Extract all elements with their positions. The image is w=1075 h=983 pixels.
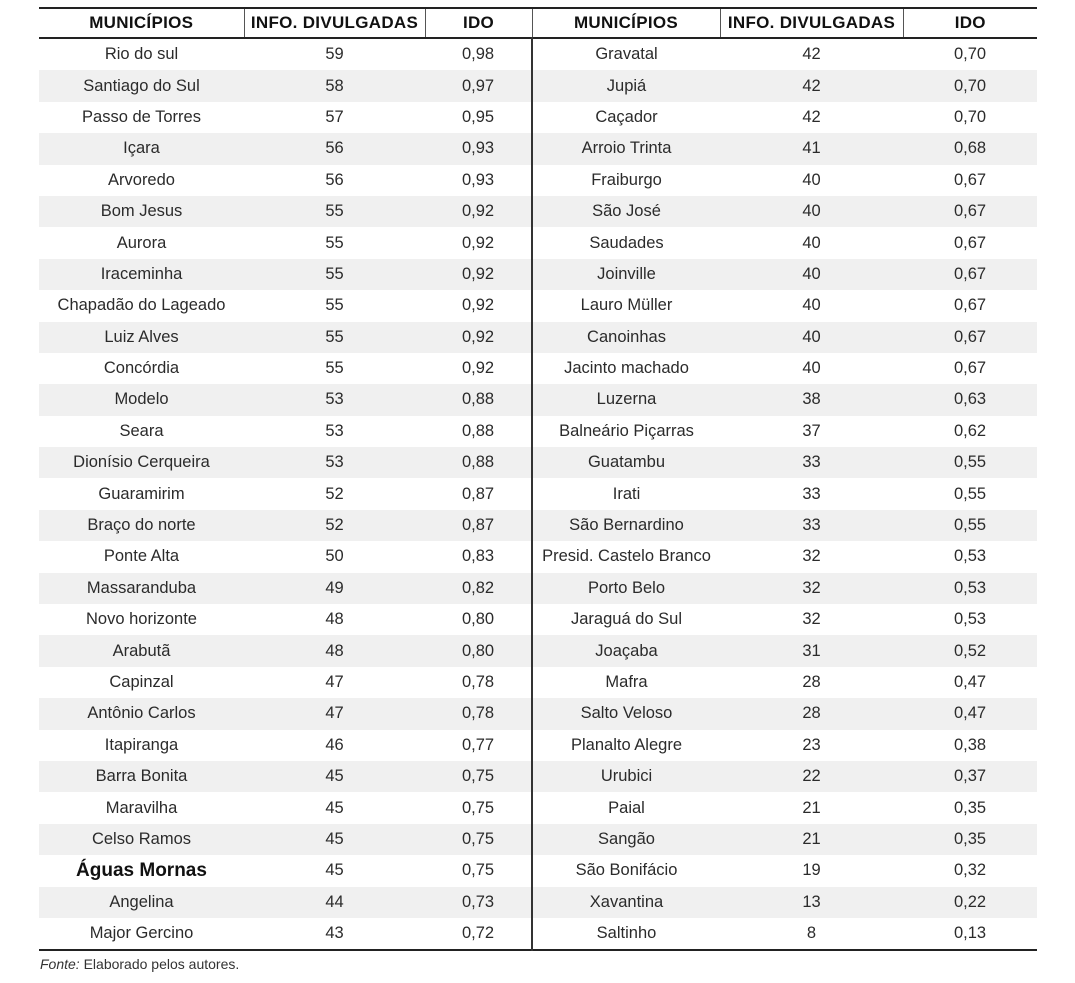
info-right-cell: 13: [720, 887, 903, 918]
municipio-left-cell: Chapadão do Lageado: [57, 296, 226, 315]
ido-left-cell: 0,72: [461, 924, 495, 943]
info-right-cell: 33: [802, 484, 821, 503]
table-row: [39, 855, 1037, 886]
table-row: [39, 38, 1037, 70]
ido-left-cell: 0,93: [461, 170, 495, 189]
table-row: [39, 887, 1037, 918]
info-left-cell: 55: [325, 233, 344, 252]
table-header: [39, 8, 1037, 38]
municipio-right-cell: Canoinhas: [532, 322, 720, 353]
info-left-cell: 55: [244, 259, 425, 290]
table-body: [39, 38, 1037, 950]
municipio-right-cell: São José: [532, 196, 720, 227]
source-text: Elaborado pelos autores.: [79, 956, 240, 972]
municipio-right-cell: Joaçaba: [532, 635, 720, 666]
municipio-left-cell: Aurora: [116, 233, 167, 252]
municipio-left-cell: Concórdia: [103, 359, 180, 378]
table-row: [39, 541, 1037, 572]
info-right-cell: 40: [720, 322, 903, 353]
municipio-right-cell: Salto Veloso: [532, 698, 720, 729]
info-right-cell: 33: [720, 447, 903, 478]
table-row: [39, 510, 1037, 541]
ido-left-cell: 0,92: [425, 196, 532, 227]
municipio-right-cell: Fraiburgo: [532, 165, 720, 196]
table-row: [39, 102, 1037, 133]
table-row: [39, 290, 1037, 321]
ido-left-cell: 0,88: [425, 447, 532, 478]
municipio-left-cell: Capinzal: [109, 673, 174, 691]
ido-left-cell: 0,75: [425, 761, 532, 792]
municipio-left-cell: Passo de Torres: [82, 107, 201, 126]
ido-right-cell: 0,37: [903, 761, 1037, 792]
municipio-left-cell: Luiz Alves: [39, 322, 244, 353]
ido-left-cell: 0,73: [425, 887, 532, 918]
info-left-cell: 44: [244, 887, 425, 918]
ido-right-cell: 0,47: [953, 673, 987, 691]
info-left-cell: 48: [325, 610, 344, 629]
info-left-cell: 52: [244, 510, 425, 541]
municipio-left-cell: Maravilha: [105, 798, 178, 817]
municipio-right-cell: Guatambu: [532, 447, 720, 478]
municipio-right-cell: Jacinto machado: [532, 353, 720, 384]
ido-right-cell: 0,53: [903, 573, 1037, 604]
info-right-cell: 23: [802, 735, 821, 754]
table-row: [39, 353, 1037, 384]
ido-right-cell: 0,62: [953, 421, 987, 440]
municipio-right-cell: Xavantina: [532, 887, 720, 918]
ido-left-cell: 0,97: [425, 70, 532, 101]
table-row: [39, 698, 1037, 729]
municipio-right-cell: São Bernardino: [532, 510, 720, 541]
info-left-cell: 53: [244, 384, 425, 415]
ido-left-cell: 0,75: [425, 824, 532, 855]
municipio-right-cell: Porto Belo: [532, 573, 720, 604]
ido-left-cell: 0,92: [461, 359, 495, 378]
table-row: [39, 227, 1037, 258]
table-row: [39, 824, 1037, 855]
info-right-cell: 42: [802, 107, 821, 126]
municipio-right-cell: Gravatal: [532, 38, 720, 70]
table-row: [39, 792, 1037, 823]
info-left-cell: 58: [244, 70, 425, 101]
source-note: [40, 956, 239, 972]
info-right-cell: 32: [720, 573, 903, 604]
info-right-cell: 28: [802, 673, 821, 691]
table-row: [39, 322, 1037, 353]
ido-right-cell: 0,52: [903, 635, 1037, 666]
info-right-cell: 19: [802, 861, 821, 880]
info-left-cell: 53: [325, 421, 344, 440]
municipio-left-cell: Barra Bonita: [39, 761, 244, 792]
info-left-cell: 45: [325, 798, 344, 817]
ido-right-cell: 0,32: [953, 861, 987, 880]
table-row: [39, 604, 1037, 635]
info-right-cell: 8: [806, 924, 817, 943]
table-row: [39, 730, 1037, 761]
info-right-cell: 40: [720, 259, 903, 290]
ido-right-cell: 0,67: [953, 359, 987, 378]
info-right-cell: 40: [802, 359, 821, 378]
ido-right-cell: 0,67: [953, 233, 987, 252]
info-right-cell: 38: [720, 384, 903, 415]
municipio-right-cell: Mafra: [532, 667, 720, 698]
municipio-left-cell: Santiago do Sul: [39, 70, 244, 101]
info-left-cell: 56: [244, 133, 425, 164]
municipio-right-cell: Urubici: [532, 761, 720, 792]
ido-left-cell: 0,87: [461, 484, 495, 503]
info-left-cell: 57: [325, 107, 344, 126]
info-left-cell: 55: [325, 359, 344, 378]
municipio-right-cell: Presid. Castelo Branco: [532, 541, 720, 572]
table-row: [39, 447, 1037, 478]
municipio-right-cell: Saudades: [532, 227, 720, 258]
info-right-cell: 31: [720, 635, 903, 666]
ido-left-cell: 0,77: [461, 735, 495, 754]
info-right-cell: 40: [802, 233, 821, 252]
header-info-divulgadas-left: INFO. DIVULGADAS: [244, 8, 425, 38]
ido-right-cell: 0,70: [953, 45, 987, 64]
ido-left-cell: 0,75: [461, 861, 495, 880]
info-left-cell: 52: [325, 484, 344, 503]
municipio-right-cell: Sangão: [532, 824, 720, 855]
source-label: Fonte:: [40, 956, 80, 972]
ido-right-cell: 0,55: [903, 447, 1037, 478]
municipio-left-cell: Rio do sul: [104, 45, 179, 64]
info-left-cell: 47: [244, 698, 425, 729]
municipio-right-cell: São Bonifácio: [532, 855, 720, 886]
info-right-cell: 40: [802, 170, 821, 189]
info-left-cell: 43: [325, 924, 344, 943]
municipalities-ido-table: [39, 7, 1037, 951]
municipio-right-cell: Irati: [532, 478, 720, 509]
header-municipios-right: MUNICÍPIOS: [532, 8, 720, 38]
ido-right-cell: 0,47: [903, 698, 1037, 729]
municipio-right-cell: Balneário Piçarras: [532, 416, 720, 447]
ido-right-cell: 0,35: [903, 824, 1037, 855]
ido-right-cell: 0,38: [953, 735, 987, 754]
table-row: [39, 478, 1037, 509]
info-right-cell: 33: [720, 510, 903, 541]
info-right-cell: 37: [802, 421, 821, 440]
municipio-left-cell: Dionísio Cerqueira: [39, 447, 244, 478]
ido-left-cell: 0,92: [461, 296, 495, 315]
ido-right-cell: 0,53: [953, 610, 987, 629]
info-left-cell: 46: [325, 735, 344, 754]
ido-right-cell: 0,67: [903, 322, 1037, 353]
header-municipios-left: MUNICÍPIOS: [89, 13, 194, 32]
header-info-divulgadas-right: INFO. DIVULGADAS: [720, 8, 903, 38]
info-right-cell: 32: [802, 547, 821, 566]
header-ido-right: IDO: [903, 8, 1037, 38]
municipio-left-cell: Arabutã: [39, 635, 244, 666]
table-row: [39, 70, 1037, 101]
table-row: [39, 667, 1037, 698]
info-right-cell: 41: [720, 133, 903, 164]
info-left-cell: 56: [325, 170, 344, 189]
info-right-cell: 40: [802, 296, 821, 315]
ido-right-cell: 0,22: [903, 887, 1037, 918]
municipio-left-cell: Bom Jesus: [39, 196, 244, 227]
municipio-left-cell: Massaranduba: [39, 573, 244, 604]
info-right-cell: 32: [802, 610, 821, 629]
info-right-cell: 21: [802, 798, 821, 817]
info-left-cell: 47: [325, 673, 344, 691]
ido-right-cell: 0,67: [953, 170, 987, 189]
ido-left-cell: 0,78: [425, 698, 532, 729]
municipio-left-cell: Celso Ramos: [39, 824, 244, 855]
ido-left-cell: 0,98: [461, 45, 495, 64]
info-left-cell: 45: [325, 861, 344, 880]
ido-left-cell: 0,92: [425, 322, 532, 353]
municipio-left-cell: Guaramirim: [98, 484, 185, 503]
ido-right-cell: 0,55: [953, 484, 987, 503]
ido-right-cell: 0,67: [903, 259, 1037, 290]
info-left-cell: 50: [325, 547, 344, 566]
table-row: [39, 384, 1037, 415]
info-left-cell: 55: [325, 296, 344, 315]
table-row: [39, 165, 1037, 196]
municipio-right-cell: Luzerna: [532, 384, 720, 415]
table-row: [39, 761, 1037, 792]
ido-right-cell: 0,67: [953, 296, 987, 315]
municipio-right-cell: Planalto Alegre: [532, 730, 720, 761]
ido-left-cell: 0,80: [425, 635, 532, 666]
ido-left-cell: 0,92: [425, 259, 532, 290]
municipio-left-cell: Novo horizonte: [86, 610, 197, 629]
info-left-cell: 55: [244, 322, 425, 353]
ido-right-cell: 0,13: [953, 924, 987, 943]
ido-left-cell: 0,93: [425, 133, 532, 164]
ido-left-cell: 0,92: [461, 233, 495, 252]
ido-left-cell: 0,83: [461, 547, 495, 566]
municipio-left-cell: Ponte Alta: [103, 547, 180, 566]
municipio-right-cell: Jupiá: [532, 70, 720, 101]
info-left-cell: 45: [244, 761, 425, 792]
info-left-cell: 48: [244, 635, 425, 666]
ido-right-cell: 0,35: [953, 798, 987, 817]
ido-right-cell: 0,55: [903, 510, 1037, 541]
municipio-left-cell: Águas Mornas: [76, 859, 207, 881]
municipio-left-cell: Içara: [39, 133, 244, 164]
info-left-cell: 49: [244, 573, 425, 604]
header-row: [39, 8, 1037, 38]
info-left-cell: 45: [244, 824, 425, 855]
municipio-right-cell: Saltinho: [532, 918, 720, 950]
ido-left-cell: 0,75: [461, 798, 495, 817]
ido-left-cell: 0,95: [461, 107, 495, 126]
ido-left-cell: 0,88: [425, 384, 532, 415]
ido-right-cell: 0,68: [903, 133, 1037, 164]
ido-left-cell: 0,88: [461, 421, 495, 440]
info-left-cell: 55: [244, 196, 425, 227]
ido-right-cell: 0,63: [903, 384, 1037, 415]
ido-right-cell: 0,53: [953, 547, 987, 566]
info-right-cell: 42: [802, 45, 821, 64]
ido-left-cell: 0,78: [461, 673, 495, 691]
info-right-cell: 21: [720, 824, 903, 855]
municipio-right-cell: Lauro Müller: [532, 290, 720, 321]
ido-right-cell: 0,70: [903, 70, 1037, 101]
municipio-right-cell: Arroio Trinta: [532, 133, 720, 164]
municipio-left-cell: Modelo: [39, 384, 244, 415]
municipio-right-cell: Paial: [532, 792, 720, 823]
municipio-left-cell: Seara: [119, 421, 164, 440]
municipio-left-cell: Iraceminha: [39, 259, 244, 290]
ido-right-cell: 0,67: [903, 196, 1037, 227]
municipio-left-cell: Major Gercino: [89, 924, 194, 943]
header-ido-left: IDO: [425, 8, 532, 38]
table-row: [39, 573, 1037, 604]
table-row: [39, 918, 1037, 950]
ido-right-cell: 0,70: [953, 107, 987, 126]
municipio-left-cell: Arvoredo: [108, 170, 175, 189]
info-right-cell: 42: [720, 70, 903, 101]
info-right-cell: 28: [720, 698, 903, 729]
municipio-left-cell: Angelina: [39, 887, 244, 918]
municipio-right-cell: Joinville: [532, 259, 720, 290]
info-left-cell: 53: [244, 447, 425, 478]
table-row: [39, 259, 1037, 290]
results-table-container: [39, 7, 1037, 951]
info-right-cell: 40: [720, 196, 903, 227]
table-row: [39, 635, 1037, 666]
municipio-right-cell: Caçador: [532, 102, 720, 133]
municipio-right-cell: Jaraguá do Sul: [532, 604, 720, 635]
ido-left-cell: 0,80: [461, 610, 495, 629]
info-right-cell: 22: [720, 761, 903, 792]
ido-left-cell: 0,87: [425, 510, 532, 541]
table-row: [39, 133, 1037, 164]
table-row: [39, 416, 1037, 447]
table-row: [39, 196, 1037, 227]
municipio-left-cell: Braço do norte: [39, 510, 244, 541]
info-left-cell: 59: [325, 45, 344, 64]
municipio-left-cell: Antônio Carlos: [39, 698, 244, 729]
ido-left-cell: 0,82: [425, 573, 532, 604]
municipio-left-cell: Itapiranga: [104, 735, 179, 754]
